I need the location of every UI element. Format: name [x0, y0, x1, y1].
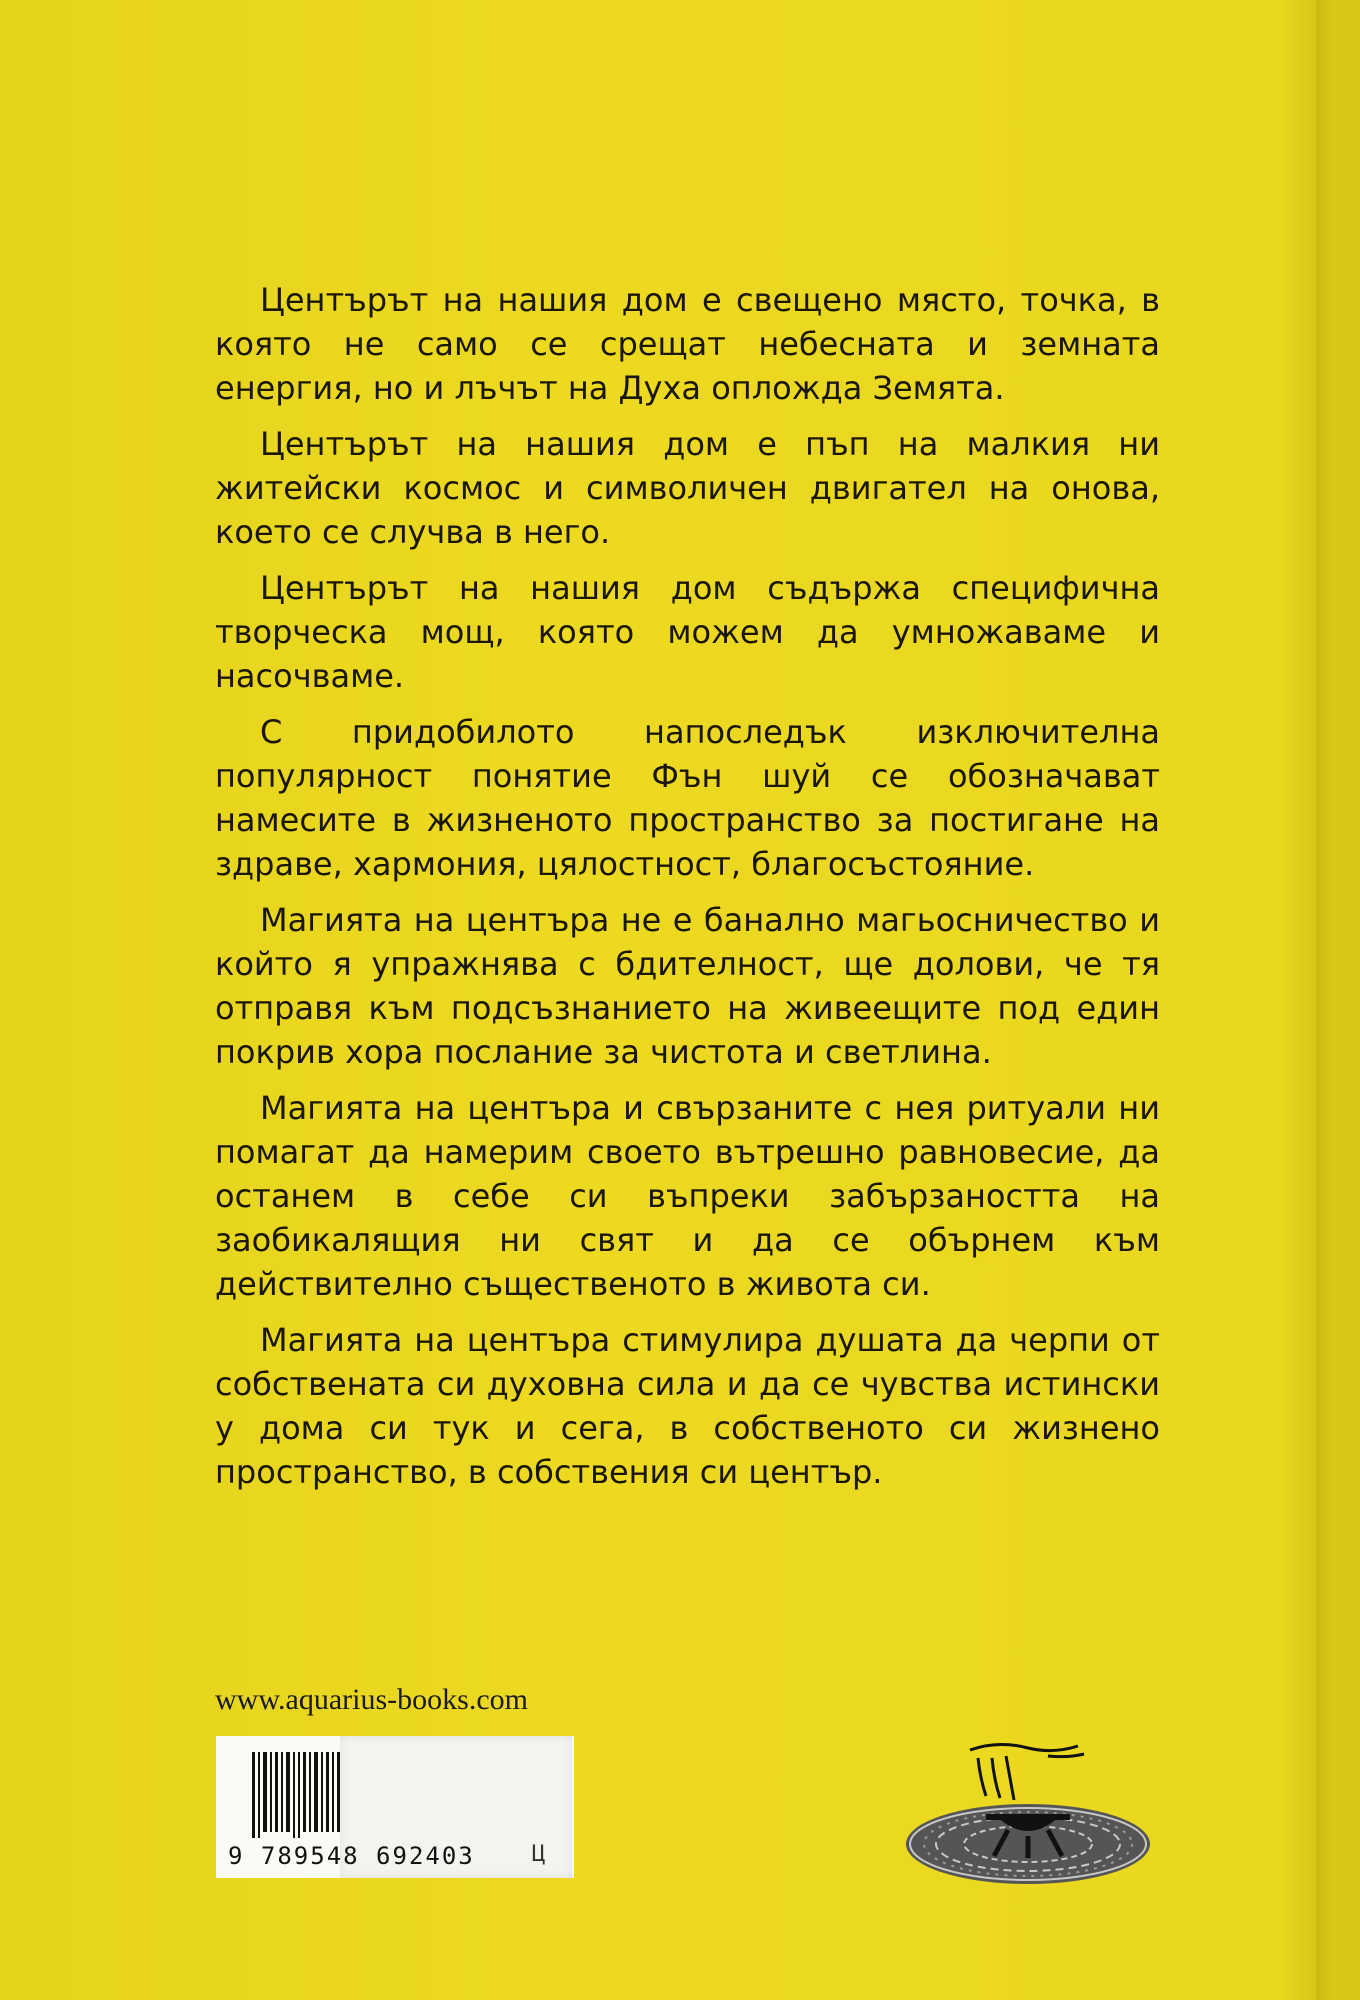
isbn-number: 9 789548 692403	[228, 1842, 475, 1870]
blurb-paragraph-5: Магията на центъра не е банално магьосничество и който я упражнява с бдителност, ще долови, че тя отправя към подсъзнанието на живеещите под един покрив хора послание за чистота и светлина.	[215, 901, 1160, 1071]
blurb-paragraph-4: С придобилото напоследък изключителна популярност понятие Фън шуй се обозначават намесите в жизненото пространство за постигане на здраве, хармония, цялостност, благосъстояние.	[215, 713, 1160, 883]
blurb-paragraph-7: Магията на центъра стимулира душата да черпи от собствената си духовна сила и да се чувства истински у дома си тук и сега, в собственото си жизнено пространство, в собствения си център.	[215, 1321, 1160, 1491]
publisher-website: www.aquarius-books.com	[215, 1683, 528, 1716]
cover-edge	[1316, 0, 1360, 2000]
blurb-paragraph-6: Магията на центъра и свързаните с нея ритуали ни помагат да намерим своето вътрешно равновесие, да останем в себе си въпреки забързаността на заобикалящия ни свят и да се обърнем към действително същественото в живота си.	[215, 1089, 1160, 1303]
blurb-text	[215, 278, 1160, 1506]
barcode-side-mark: Ц	[532, 1842, 546, 1867]
blurb-paragraph-1: Центърът на нашия дом е свещено място, точка, в която не само се срещат небесната и земната енергия, но и лъчът на Духа опложда Земята.	[215, 281, 1160, 407]
barcode-icon	[252, 1752, 340, 1838]
blurb-paragraph-3: Центърът на нашия дом съдържа специфична творческа мощ, която можем да умножаваме и насочваме.	[215, 569, 1160, 695]
publisher-logo-icon	[888, 1718, 1168, 1888]
blurb-paragraph-2: Центърът на нашия дом е пъп на малкия ни житейски космос и символичен двигател на онова, което се случва в него.	[215, 425, 1160, 551]
